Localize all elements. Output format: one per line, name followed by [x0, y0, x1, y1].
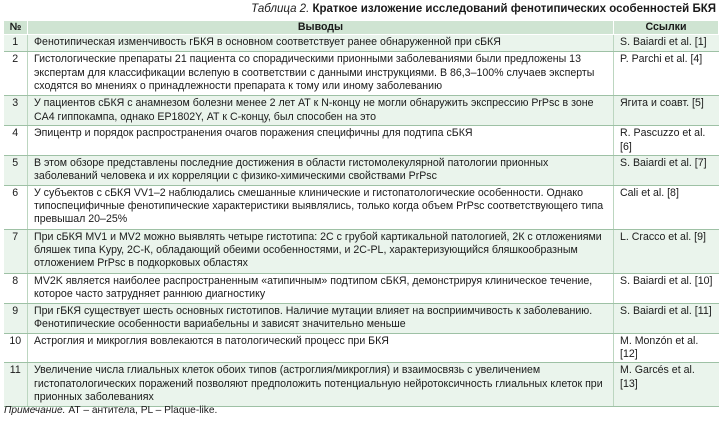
table-row: [4, 126, 719, 156]
row-finding: В этом обзоре представлены последние достижения в области гистомолекулярной патологии прионных заболеваний человека и их корреляции с физико-химическими свойствами PrPsc: [28, 155, 614, 185]
row-number: 4: [4, 126, 28, 156]
row-number: 1: [4, 35, 28, 52]
row-number: 3: [4, 96, 28, 126]
row-finding: При сБКЯ MV1 и MV2 можно выявлять четыре гистотипа: 2С с грубой картикальной патологией, 2К с отложениями бляшек типа Kуру, 2С-К, обладающий обеими особенностями, и 2С-PL, характеризующийся бляшкообразным отложением PrPsc в подкорковых областях: [28, 229, 614, 273]
table-row: [4, 155, 719, 185]
column-header-number: №: [4, 21, 28, 35]
row-number: 8: [4, 273, 28, 303]
table-row: [4, 96, 719, 126]
row-reference: R. Pascuzzo et al. [6]: [614, 126, 719, 156]
row-number: 5: [4, 155, 28, 185]
column-header-findings: Выводы: [28, 21, 614, 35]
row-reference: S. Baiardi et al. [7]: [614, 155, 719, 185]
table-footnote: [4, 404, 217, 418]
caption-title: Краткое изложение исследований фенотипических особенностей БКЯ: [312, 3, 716, 15]
row-number: 2: [4, 52, 28, 96]
table-row: [4, 363, 719, 407]
table-row: [4, 185, 719, 229]
row-finding: Астроглия и микроглия вовлекаются в патологический процесс при БКЯ: [28, 333, 614, 363]
row-reference: P. Parchi et al. [4]: [614, 52, 719, 96]
row-finding: Гистологические препараты 21 пациента со спорадическими прионными заболеваниями были предложены 13 экспертам для классификации вслепую в соответствии с данными инструкциями. В 86,3–100% случаев эксперты сходятся во мнениях о принадлежности препарата к тому или иному заболеванию: [28, 52, 614, 96]
column-header-references: Ссылки: [614, 21, 719, 35]
row-finding: Фенотипическая изменчивость гБКЯ в основном соответствует ранее обнаруженной при сБКЯ: [28, 35, 614, 52]
row-number: 7: [4, 229, 28, 273]
table-row: [4, 229, 719, 273]
row-number: 10: [4, 333, 28, 363]
row-reference: L. Cracco et al. [9]: [614, 229, 719, 273]
row-reference: M. Garcés et al. [13]: [614, 363, 719, 407]
table-row: [4, 333, 719, 363]
caption-label: Таблица 2.: [251, 3, 310, 15]
row-reference: Ягита и соавт. [5]: [614, 96, 719, 126]
row-reference: S. Baiardi et al. [1]: [614, 35, 719, 52]
footnote-label: Примечание.: [4, 405, 66, 416]
row-finding: Увеличение числа глиальных клеток обоих типов (астроглия/микроглия) и взаимосвязь с увеличением гистопатологических поражений позволяют предположить потенциальную нейротоксичность глиальных клеток при прионных заболеваниях: [28, 363, 614, 407]
row-reference: M. Monzón et al. [12]: [614, 333, 719, 363]
table-row: [4, 35, 719, 52]
table-header-row: [4, 21, 719, 35]
row-number: 11: [4, 363, 28, 407]
row-reference: S. Baiardi et al. [11]: [614, 303, 719, 333]
row-finding: У субъектов с сБКЯ VV1–2 наблюдались смешанные клинические и гистопатологические особенности. Однако типоспецифичные фенотипические характеристики выявлялись, только когда объем PrPsc соответствующего типа превышал 20–25%: [28, 185, 614, 229]
row-reference: Cali et al. [8]: [614, 185, 719, 229]
row-reference: S. Baiardi et al. [10]: [614, 273, 719, 303]
table-row: [4, 273, 719, 303]
row-finding: При гБКЯ существует шесть основных гистотипов. Наличие мутации влияет на восприимчивость к заболеванию. Фенотипические особенности вариабельны и зависят значительно меньше: [28, 303, 614, 333]
footnote-text: АТ – антитела, PL – Plaque-like.: [68, 405, 218, 416]
row-finding: Эпицентр и порядок распространения очагов поражения специфичны для подтипа сБКЯ: [28, 126, 614, 156]
table-caption: [251, 1, 716, 17]
findings-table: [3, 20, 719, 407]
table-row: [4, 303, 719, 333]
table-row: [4, 52, 719, 96]
row-finding: MV2K является наиболее распространенным «атипичным» подтипом сБКЯ, демонстрируя клиническое течение, которое часто затрудняет раннюю диагностику: [28, 273, 614, 303]
row-number: 9: [4, 303, 28, 333]
row-finding: У пациентов сБКЯ с анамнезом болезни менее 2 лет АТ к N-концу не могли обнаружить экспрессию PrPsc в зоне CA4 гиппокампа, однако EP1802Y, АТ к С-концу, был способен на это: [28, 96, 614, 126]
row-number: 6: [4, 185, 28, 229]
